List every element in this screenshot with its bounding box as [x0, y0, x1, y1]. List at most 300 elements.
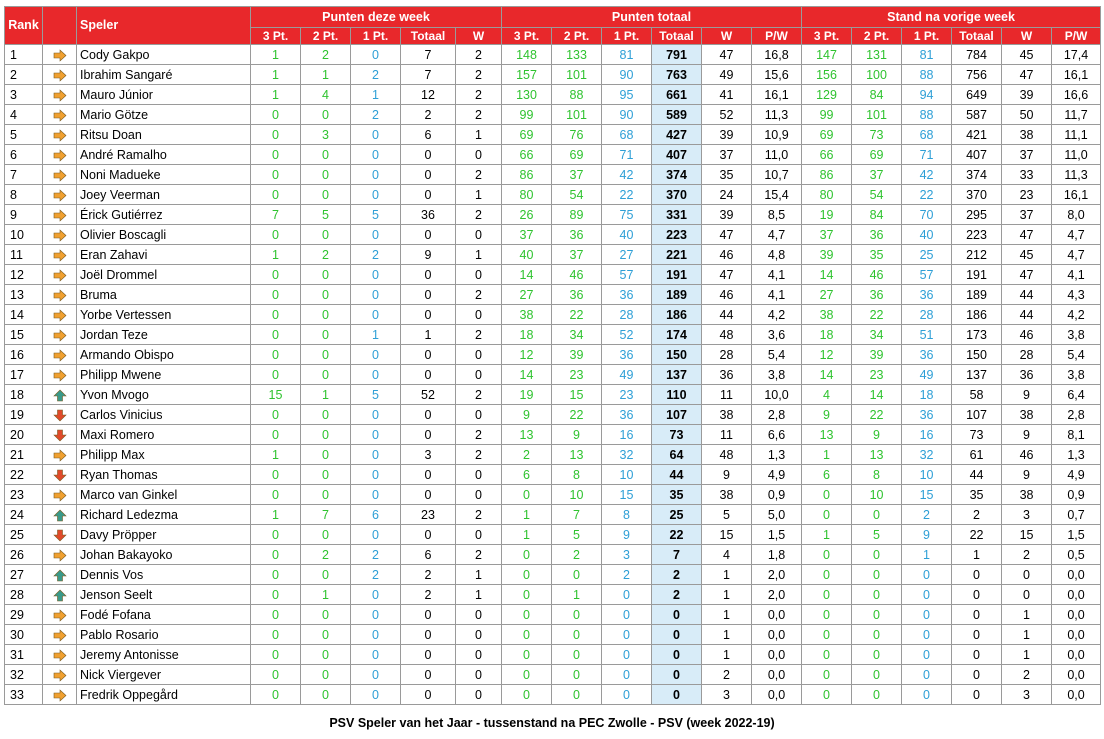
prev-value-cell: 16,1 [1052, 185, 1101, 205]
rank-cell: 23 [5, 485, 43, 505]
wk-value-cell: 0 [351, 225, 401, 245]
wk-value-cell: 0 [351, 265, 401, 285]
prev-value-cell: 0 [852, 685, 902, 705]
table-row[interactable] [5, 665, 1101, 685]
arrow-right-icon [43, 245, 77, 265]
rank-cell: 30 [5, 625, 43, 645]
wk-value-cell: 0 [401, 485, 456, 505]
table-row[interactable] [5, 585, 1101, 605]
tot-value-cell: 1 [702, 645, 752, 665]
player-name: Richard Ledezma [77, 505, 251, 525]
prev-value-cell: 0 [952, 585, 1002, 605]
tot-value-cell: 0 [652, 645, 702, 665]
tot-value-cell: 0,0 [752, 605, 802, 625]
tot-value-cell: 27 [502, 285, 552, 305]
prev-value-cell: 58 [952, 385, 1002, 405]
prev-value-cell: 0 [802, 545, 852, 565]
tot-value-cell: 13 [552, 445, 602, 465]
wk-value-cell: 0 [401, 365, 456, 385]
wk-value-cell: 0 [401, 685, 456, 705]
prev-value-cell: 0 [802, 605, 852, 625]
tot-value-cell: 2,8 [752, 405, 802, 425]
prev-value-cell: 0 [952, 645, 1002, 665]
wk-value-cell: 2 [456, 165, 502, 185]
wk-value-cell: 15 [251, 385, 301, 405]
wk-value-cell: 1 [456, 245, 502, 265]
wk-value-cell: 0 [351, 665, 401, 685]
player-name: Cody Gakpo [77, 45, 251, 65]
wk-value-cell: 1 [456, 585, 502, 605]
tot-value-cell: 0 [502, 585, 552, 605]
wk-value-cell: 1 [301, 385, 351, 405]
prev-value-cell: 0,9 [1052, 485, 1101, 505]
tot-value-cell: 11,0 [752, 145, 802, 165]
week-col-header[interactable]: W [456, 28, 502, 45]
tot-value-cell: 10,9 [752, 125, 802, 145]
wk-value-cell: 0 [251, 625, 301, 645]
wk-value-cell: 52 [401, 385, 456, 405]
wk-value-cell: 0 [301, 665, 351, 685]
rank-cell: 33 [5, 685, 43, 705]
arrow-up-icon [43, 565, 77, 585]
table-row[interactable] [5, 565, 1101, 585]
wk-value-cell: 0 [401, 165, 456, 185]
prev-value-cell: 4 [802, 385, 852, 405]
prev-value-cell: 22 [852, 405, 902, 425]
wk-value-cell: 2 [456, 85, 502, 105]
tot-value-cell: 18 [502, 325, 552, 345]
prev-value-cell: 40 [902, 225, 952, 245]
wk-value-cell: 0 [401, 265, 456, 285]
wk-value-cell: 0 [251, 425, 301, 445]
prev-value-cell: 131 [852, 45, 902, 65]
tot-value-cell: 57 [602, 265, 652, 285]
table-row[interactable] [5, 405, 1101, 425]
prev-value-cell: 44 [1002, 305, 1052, 325]
arrow-up-icon [43, 505, 77, 525]
tot-value-cell: 4,9 [752, 465, 802, 485]
prev-value-cell: 147 [802, 45, 852, 65]
prev-value-cell: 81 [902, 45, 952, 65]
tot-value-cell: 189 [652, 285, 702, 305]
tot-value-cell: 0 [502, 625, 552, 645]
wk-value-cell: 0 [301, 405, 351, 425]
rank-cell: 15 [5, 325, 43, 345]
tot-value-cell: 2 [652, 585, 702, 605]
prev-value-cell: 9 [802, 405, 852, 425]
prev-value-cell: 421 [952, 125, 1002, 145]
tot-value-cell: 0,0 [752, 625, 802, 645]
tot-value-cell: 23 [602, 385, 652, 405]
standings-sheet [4, 6, 1100, 705]
tot-value-cell: 11,3 [752, 105, 802, 125]
tot-value-cell: 6 [502, 465, 552, 485]
wk-value-cell: 0 [351, 145, 401, 165]
arrow-right-icon [43, 145, 77, 165]
rank-cell: 4 [5, 105, 43, 125]
total-col-header[interactable]: 2 Pt. [552, 28, 602, 45]
prev-value-cell: 27 [802, 285, 852, 305]
wk-value-cell: 0 [301, 645, 351, 665]
player-name: Mauro Júnior [77, 85, 251, 105]
wk-value-cell: 0 [301, 265, 351, 285]
arrow-right-icon [43, 445, 77, 465]
prev-value-cell: 14 [802, 365, 852, 385]
tot-value-cell: 38 [502, 305, 552, 325]
tot-value-cell: 88 [552, 85, 602, 105]
arrow-right-icon [43, 165, 77, 185]
table-row[interactable] [5, 425, 1101, 445]
table-row[interactable] [5, 45, 1101, 65]
prev-col-header[interactable]: 1 Pt. [902, 28, 952, 45]
tot-value-cell: 5,0 [752, 505, 802, 525]
tot-value-cell: 9 [552, 425, 602, 445]
tot-value-cell: 0 [502, 545, 552, 565]
prev-value-cell: 1 [1002, 645, 1052, 665]
wk-value-cell: 0 [301, 485, 351, 505]
wk-value-cell: 0 [351, 605, 401, 625]
table-caption: PSV Speler van het Jaar - tussenstand na PEC Zwolle - PSV (week 2022-19) [329, 716, 775, 730]
total-col-header[interactable]: Totaal [652, 28, 702, 45]
wk-value-cell: 0 [251, 565, 301, 585]
tot-value-cell: 0 [502, 605, 552, 625]
tot-value-cell: 0 [552, 605, 602, 625]
tot-value-cell: 2 [652, 565, 702, 585]
wk-value-cell: 7 [401, 45, 456, 65]
table-row[interactable] [5, 165, 1101, 185]
wk-value-cell: 0 [301, 345, 351, 365]
prev-value-cell: 66 [802, 145, 852, 165]
tot-value-cell: 4,2 [752, 305, 802, 325]
tot-value-cell: 44 [652, 465, 702, 485]
wk-value-cell: 0 [401, 465, 456, 485]
prev-value-cell: 129 [802, 85, 852, 105]
table-row[interactable] [5, 205, 1101, 225]
player-name: Nick Viergever [77, 665, 251, 685]
table-row[interactable] [5, 545, 1101, 565]
wk-value-cell: 1 [251, 85, 301, 105]
tot-value-cell: 7 [652, 545, 702, 565]
wk-value-cell: 1 [351, 325, 401, 345]
prev-value-cell: 22 [902, 185, 952, 205]
wk-value-cell: 6 [401, 125, 456, 145]
tot-value-cell: 9 [702, 465, 752, 485]
rank-cell: 18 [5, 385, 43, 405]
prev-value-cell: 0 [802, 665, 852, 685]
tot-value-cell: 41 [702, 85, 752, 105]
tot-value-cell: 223 [652, 225, 702, 245]
wk-value-cell: 6 [351, 505, 401, 525]
rank-cell: 20 [5, 425, 43, 445]
wk-value-cell: 2 [301, 245, 351, 265]
prev-value-cell: 374 [952, 165, 1002, 185]
tot-value-cell: 71 [602, 145, 652, 165]
table-row[interactable] [5, 285, 1101, 305]
total-col-header[interactable]: W [702, 28, 752, 45]
wk-value-cell: 0 [251, 285, 301, 305]
arrow-down-icon [43, 425, 77, 445]
tot-value-cell: 6,6 [752, 425, 802, 445]
rank-cell: 10 [5, 225, 43, 245]
tot-value-cell: 54 [552, 185, 602, 205]
prev-value-cell: 156 [802, 65, 852, 85]
prev-col-header[interactable]: 3 Pt. [802, 28, 852, 45]
wk-value-cell: 0 [351, 165, 401, 185]
rank-cell: 32 [5, 665, 43, 685]
table-row[interactable] [5, 485, 1101, 505]
table-row[interactable] [5, 685, 1101, 705]
tot-value-cell: 1,8 [752, 545, 802, 565]
player-name: Philipp Mwene [77, 365, 251, 385]
table-row[interactable] [5, 345, 1101, 365]
tot-value-cell: 174 [652, 325, 702, 345]
table-row[interactable] [5, 365, 1101, 385]
wk-value-cell: 0 [456, 625, 502, 645]
prev-value-cell: 0 [1002, 565, 1052, 585]
tot-value-cell: 1 [502, 505, 552, 525]
table-row[interactable] [5, 465, 1101, 485]
week-col-header[interactable]: 2 Pt. [301, 28, 351, 45]
prev-value-cell: 45 [1002, 45, 1052, 65]
tot-value-cell: 14 [502, 365, 552, 385]
wk-value-cell: 0 [456, 305, 502, 325]
wk-value-cell: 0 [351, 625, 401, 645]
prev-col-header[interactable]: Totaal [952, 28, 1002, 45]
tot-value-cell: 137 [652, 365, 702, 385]
rank-cell: 24 [5, 505, 43, 525]
wk-value-cell: 0 [301, 185, 351, 205]
prev-value-cell: 25 [902, 245, 952, 265]
table-row[interactable] [5, 125, 1101, 145]
wk-value-cell: 0 [251, 185, 301, 205]
prev-value-cell: 4,1 [1052, 265, 1101, 285]
prev-value-cell: 8,0 [1052, 205, 1101, 225]
wk-value-cell: 23 [401, 505, 456, 525]
prev-value-cell: 212 [952, 245, 1002, 265]
tot-value-cell: 1 [502, 525, 552, 545]
wk-value-cell: 0 [351, 465, 401, 485]
prev-value-cell: 47 [1002, 225, 1052, 245]
tot-value-cell: 48 [702, 325, 752, 345]
wk-value-cell: 1 [251, 245, 301, 265]
tot-value-cell: 1 [552, 585, 602, 605]
prev-value-cell: 73 [952, 425, 1002, 445]
table-row[interactable] [5, 245, 1101, 265]
table-row[interactable] [5, 225, 1101, 245]
wk-value-cell: 0 [251, 405, 301, 425]
prev-value-cell: 36 [852, 225, 902, 245]
prev-value-cell: 2 [952, 505, 1002, 525]
player-name: Ibrahim Sangaré [77, 65, 251, 85]
rank-cell: 26 [5, 545, 43, 565]
total-col-header[interactable]: P/W [752, 28, 802, 45]
tot-value-cell: 0 [602, 605, 652, 625]
prev-value-cell: 407 [952, 145, 1002, 165]
tot-value-cell: 22 [602, 185, 652, 205]
prev-value-cell: 38 [1002, 125, 1052, 145]
week-col-header[interactable]: 3 Pt. [251, 28, 301, 45]
prev-value-cell: 295 [952, 205, 1002, 225]
wk-value-cell: 1 [301, 65, 351, 85]
prev-col-header[interactable]: W [1002, 28, 1052, 45]
prev-value-cell: 37 [852, 165, 902, 185]
arrow-right-icon [43, 365, 77, 385]
tot-value-cell: 4 [702, 545, 752, 565]
prev-value-cell: 36 [902, 345, 952, 365]
player-header[interactable]: Speler [77, 7, 251, 45]
wk-value-cell: 0 [251, 485, 301, 505]
rank-cell: 11 [5, 245, 43, 265]
tot-value-cell: 3 [602, 545, 652, 565]
tot-value-cell: 12 [502, 345, 552, 365]
tot-value-cell: 1 [702, 605, 752, 625]
prev-value-cell: 16,1 [1052, 65, 1101, 85]
table-row[interactable] [5, 445, 1101, 465]
prev-value-cell: 12 [802, 345, 852, 365]
arrow-right-icon [43, 625, 77, 645]
wk-value-cell: 0 [251, 105, 301, 125]
tot-value-cell: 0 [602, 685, 652, 705]
tot-value-cell: 15,4 [752, 185, 802, 205]
prev-value-cell: 18 [802, 325, 852, 345]
rank-cell: 17 [5, 365, 43, 385]
wk-value-cell: 0 [251, 605, 301, 625]
player-name: Ryan Thomas [77, 465, 251, 485]
wk-value-cell: 7 [251, 205, 301, 225]
prev-value-cell: 36 [902, 405, 952, 425]
tot-value-cell: 37 [702, 145, 752, 165]
table-row[interactable] [5, 145, 1101, 165]
tot-value-cell: 15 [602, 485, 652, 505]
week-col-header[interactable]: Totaal [401, 28, 456, 45]
wk-value-cell: 0 [301, 465, 351, 485]
prev-value-cell: 11,3 [1052, 165, 1101, 185]
tot-value-cell: 0 [552, 565, 602, 585]
prev-value-cell: 0 [852, 505, 902, 525]
week-col-header[interactable]: 1 Pt. [351, 28, 401, 45]
wk-value-cell: 0 [251, 225, 301, 245]
table-row[interactable] [5, 85, 1101, 105]
tot-value-cell: 3,6 [752, 325, 802, 345]
wk-value-cell: 2 [456, 445, 502, 465]
wk-value-cell: 0 [456, 525, 502, 545]
tot-value-cell: 0,0 [752, 685, 802, 705]
prev-value-cell: 2 [902, 505, 952, 525]
tot-value-cell: 11 [702, 425, 752, 445]
table-row[interactable] [5, 265, 1101, 285]
wk-value-cell: 0 [456, 485, 502, 505]
table-row[interactable] [5, 325, 1101, 345]
prev-value-cell: 10 [852, 485, 902, 505]
tot-value-cell: 16,1 [752, 85, 802, 105]
wk-value-cell: 0 [301, 365, 351, 385]
arrow-right-icon [43, 545, 77, 565]
tot-value-cell: 36 [552, 285, 602, 305]
wk-value-cell: 0 [301, 685, 351, 705]
player-name: Olivier Boscagli [77, 225, 251, 245]
tot-value-cell: 48 [702, 445, 752, 465]
arrow-right-icon [43, 65, 77, 85]
prev-value-cell: 0 [852, 605, 902, 625]
table-row[interactable] [5, 305, 1101, 325]
arrow-right-icon [43, 45, 77, 65]
prev-value-cell: 189 [952, 285, 1002, 305]
player-name: Bruma [77, 285, 251, 305]
arrow-up-icon [43, 385, 77, 405]
prev-value-cell: 4,9 [1052, 465, 1101, 485]
prev-value-cell: 1 [802, 445, 852, 465]
prev-value-cell: 0 [852, 665, 902, 685]
wk-value-cell: 0 [401, 405, 456, 425]
prev-value-cell: 0 [902, 585, 952, 605]
prev-value-cell: 0 [952, 685, 1002, 705]
prev-value-cell: 0 [902, 645, 952, 665]
tot-value-cell: 7 [552, 505, 602, 525]
wk-value-cell: 0 [351, 405, 401, 425]
tot-value-cell: 1 [702, 625, 752, 645]
prev-value-cell: 370 [952, 185, 1002, 205]
wk-value-cell: 0 [251, 325, 301, 345]
tot-value-cell: 0 [502, 665, 552, 685]
tot-value-cell: 10 [602, 465, 652, 485]
wk-value-cell: 1 [251, 445, 301, 465]
prev-value-cell: 11,1 [1052, 125, 1101, 145]
table-row[interactable] [5, 65, 1101, 85]
table-row[interactable] [5, 185, 1101, 205]
prev-value-cell: 0 [952, 665, 1002, 685]
prev-value-cell: 3,8 [1052, 365, 1101, 385]
prev-col-header[interactable]: 2 Pt. [852, 28, 902, 45]
wk-value-cell: 0 [456, 225, 502, 245]
total-col-header[interactable]: 3 Pt. [502, 28, 552, 45]
group-header-row [5, 7, 1101, 28]
prev-value-cell: 23 [852, 365, 902, 385]
prev-value-cell: 8 [852, 465, 902, 485]
table-row[interactable] [5, 605, 1101, 625]
total-col-header[interactable]: 1 Pt. [602, 28, 652, 45]
rank-header[interactable]: Rank [5, 7, 43, 45]
table-row[interactable] [5, 525, 1101, 545]
tot-value-cell: 34 [552, 325, 602, 345]
table-row[interactable] [5, 645, 1101, 665]
tot-value-cell: 90 [602, 65, 652, 85]
tot-value-cell: 64 [652, 445, 702, 465]
wk-value-cell: 0 [251, 645, 301, 665]
table-row[interactable] [5, 505, 1101, 525]
prev-value-cell: 32 [902, 445, 952, 465]
rank-cell: 25 [5, 525, 43, 545]
tot-value-cell: 38 [702, 485, 752, 505]
tot-value-cell: 0 [552, 665, 602, 685]
tot-value-cell: 81 [602, 45, 652, 65]
prev-value-cell: 0 [852, 645, 902, 665]
player-name: Pablo Rosario [77, 625, 251, 645]
prev-value-cell: 42 [902, 165, 952, 185]
tot-value-cell: 86 [502, 165, 552, 185]
prev-value-cell: 4,3 [1052, 285, 1101, 305]
prev-value-cell: 44 [1002, 285, 1052, 305]
table-row[interactable] [5, 625, 1101, 645]
tot-value-cell: 46 [702, 285, 752, 305]
table-row[interactable] [5, 385, 1101, 405]
tot-value-cell: 15 [702, 525, 752, 545]
rank-cell: 28 [5, 585, 43, 605]
prev-value-cell: 36 [902, 285, 952, 305]
prev-value-cell: 0 [852, 585, 902, 605]
prev-col-header[interactable]: P/W [1052, 28, 1101, 45]
wk-value-cell: 0 [401, 425, 456, 445]
table-row[interactable] [5, 105, 1101, 125]
